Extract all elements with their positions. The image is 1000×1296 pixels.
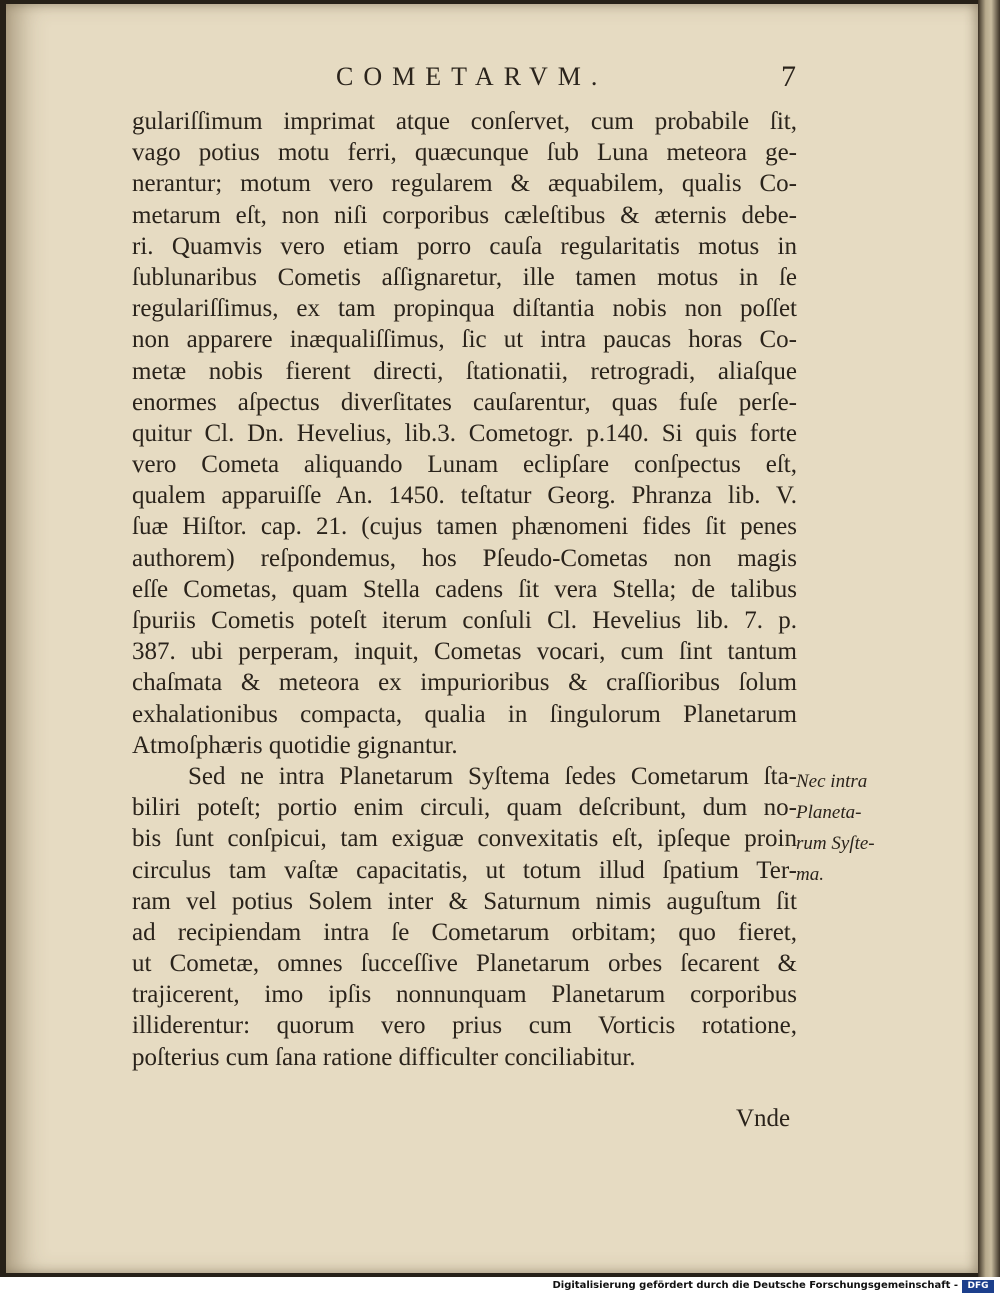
text-line: bis ſunt conſpicui, tam exiguæ convexitatis eſt, ipſeque proin <box>132 825 797 853</box>
text-line: 387. ubi perperam, inquit, Cometas vocari, cum ſint tantum <box>132 638 797 666</box>
text-line: ſuæ Hiſtor. cap. 21. (cujus tamen phænomeni fides ſit penes <box>132 513 797 541</box>
footer-bar <box>0 1277 1000 1296</box>
text-line: metæ nobis fierent directi, ſtationatii, retrogradi, aliaſque <box>132 357 797 385</box>
text-line: ut Cometæ, omnes ſucceſſive Planetarum orbes ſecarent & <box>132 950 797 978</box>
text-line: trajicerent, imo ipſis nonnunquam Planetarum corporibus <box>132 981 797 1009</box>
text-line: enormes aſpectus diverſitates cauſarentur, quas fuſe perſe- <box>132 388 797 416</box>
text-line: gulariſſimum imprimat atque conſervet, cum probabile ſit, <box>132 108 797 135</box>
margin-note <box>796 766 886 890</box>
text-line: biliri poteſt; portio enim circuli, quam deſcribunt, dum no- <box>132 794 797 822</box>
text-line: nerantur; motum vero regularem & æquabilem, qualis Co- <box>132 170 797 198</box>
margin-note-line: Planeta- <box>796 802 862 823</box>
text-line: ſublunaribus Cometis aſſignaretur, ille tamen motus in ſe <box>132 263 797 291</box>
catchword: Vnde <box>736 1105 791 1132</box>
running-title: COMETARVM. <box>336 62 608 91</box>
text-line: poſterius cum ſana ratione difficulter conciliabitur. <box>132 1043 636 1071</box>
text-line: illiderentur: quorum vero prius cum Vorticis rotatione, <box>132 1012 797 1040</box>
margin-note-line: rum Syſte- <box>796 833 875 854</box>
text-line: ſpuriis Cometis poteſt iterum conſuli Cl. Hevelius lib. 7. p. <box>132 607 797 634</box>
margin-note-line: ma. <box>796 864 824 885</box>
page-header <box>336 62 796 102</box>
text-line: circulus tam vaſtæ capacitatis, ut totum illud ſpatium Ter- <box>132 856 797 884</box>
text-line: qualem apparuiſſe An. 1450. teſtatur Georg. Phranza lib. V. <box>132 482 797 510</box>
text-line: vero Cometa aliquando Lunam eclipſare conſpectus eſt, <box>132 451 797 479</box>
text-line: authorem) reſpondemus, hos Pſeudo-Cometas non magis <box>132 544 797 572</box>
text-line: metarum eſt, non niſi corporibus cæleſtibus & æternis debe- <box>132 201 797 229</box>
text-line: Sed ne intra Planetarum Syſtema ſedes Cometarum ſta- <box>188 762 797 790</box>
text-line: vago potius motu ferri, quæcunque ſub Luna meteora ge- <box>132 139 797 167</box>
book-page <box>6 4 978 1273</box>
margin-note-line: Nec intra <box>796 771 868 792</box>
text-line: regulariſſimus, ex tam propinqua diſtantia nobis non poſſet <box>132 295 797 323</box>
text-line: eſſe Cometas, quam Stella cadens ſit vera Stella; de talibus <box>132 575 797 603</box>
page-number: 7 <box>781 60 796 93</box>
text-line: ad recipiendam intra ſe Cometarum orbitam; quo fieret, <box>132 918 797 946</box>
text-line: ram vel potius Solem inter & Saturnum nimis auguſtum ſit <box>132 887 797 915</box>
text-line: Atmoſphæris quotidie gignantur. <box>132 731 458 759</box>
text-line: exhalationibus compacta, qualia in ſingulorum Planetarum <box>132 700 797 728</box>
funding-credit: Digitalisierung gefördert durch die Deutsche Forschungsgemeinschaft - <box>552 1280 958 1291</box>
body-text <box>132 106 797 1073</box>
text-line: chaſmata & meteora ex impurioribus & craſſioribus ſolum <box>132 669 797 697</box>
text-line: non apparere inæqualiſſimus, ſic ut intra paucas horas Co- <box>132 326 797 354</box>
dfg-logo-icon: DFG <box>962 1280 994 1293</box>
text-line: quitur Cl. Dn. Hevelius, lib.3. Cometogr. p.140. Si quis forte <box>132 419 797 447</box>
text-line: ri. Quamvis vero etiam porro cauſa regularitatis motus in <box>132 232 797 260</box>
page-edge <box>978 0 1000 1277</box>
